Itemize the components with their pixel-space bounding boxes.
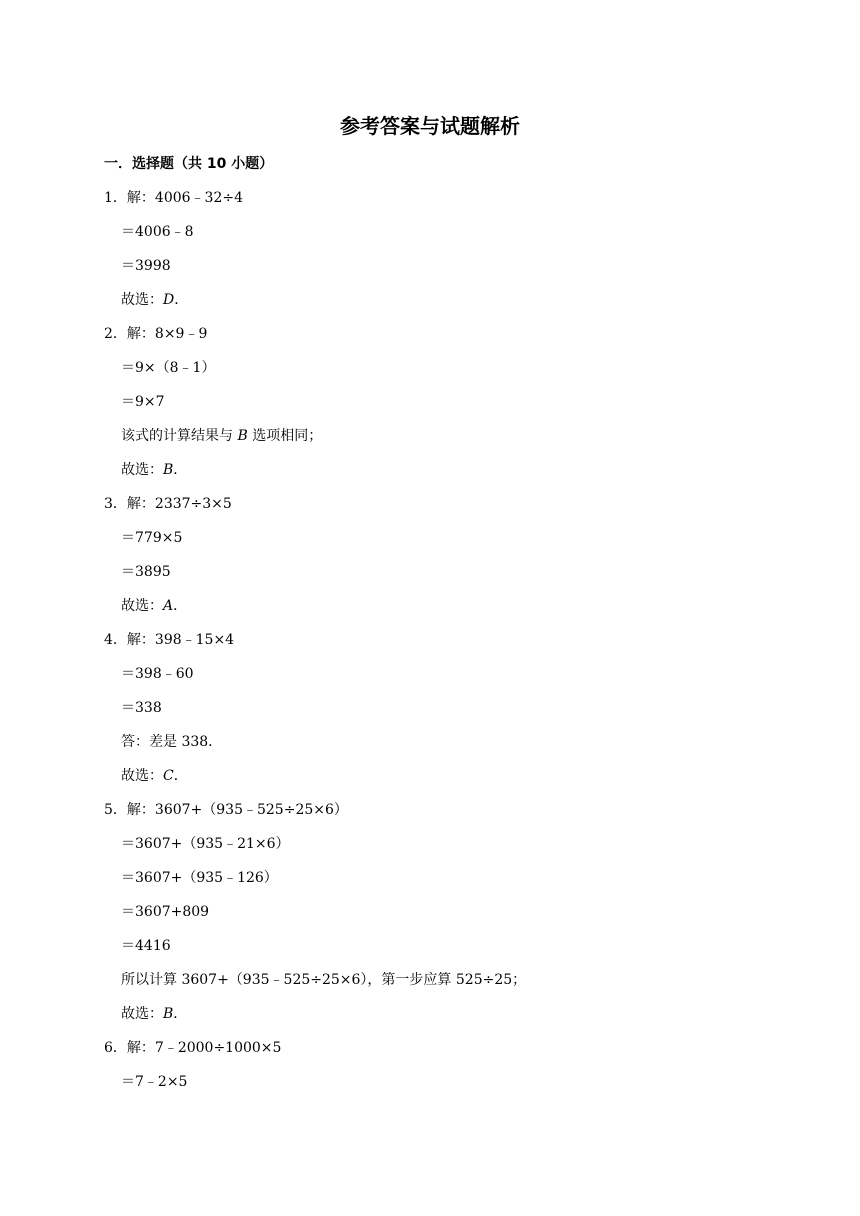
answer-2-note: 该式的计算结果与 B 选项相同； (121, 428, 323, 444)
answer-1-line-1: 1．解：4006﹣32÷4 (104, 190, 243, 206)
answer-4-line-3: ＝338 (121, 700, 162, 716)
answer-5-note: 所以计算 3607+（935﹣525÷25×6），第一步应算 525÷25； (121, 972, 527, 988)
answer-3-line-3: ＝3895 (121, 564, 171, 580)
answer-1-choice: 故选：D． (121, 292, 189, 308)
answer-2-line-1: 2．解：8×9﹣9 (104, 326, 208, 342)
answer-6-line-2: ＝7﹣2×5 (121, 1074, 188, 1090)
answer-2-line-3: ＝9×7 (121, 394, 165, 410)
answer-5-line-3: ＝3607+（935﹣126） (121, 870, 278, 886)
answer-5-line-5: ＝4416 (121, 938, 171, 954)
answer-5-line-1: 5．解：3607+（935﹣525÷25×6） (104, 802, 348, 818)
page-title: 参考答案与试题解析 (340, 114, 520, 138)
answer-1-line-3: ＝3998 (121, 258, 171, 274)
answer-2-line-2: ＝9×（8﹣1） (121, 360, 216, 376)
answer-4-choice: 故选：C． (121, 768, 188, 784)
answer-5-choice: 故选：B． (121, 1006, 188, 1022)
answer-4-line-2: ＝398﹣60 (121, 666, 194, 682)
answer-2-choice: 故选：B． (121, 462, 188, 478)
answer-1-line-2: ＝4006﹣8 (121, 224, 194, 240)
answer-6-line-1: 6．解：7﹣2000÷1000×5 (104, 1040, 282, 1056)
answer-3-choice: 故选：A． (121, 598, 188, 614)
answer-3-line-2: ＝779×5 (121, 530, 183, 546)
answer-4-statement: 答：差是 338． (121, 734, 223, 750)
answer-5-line-4: ＝3607+809 (121, 904, 210, 920)
section-heading: 一．选择题（共 10 小题） (104, 156, 274, 172)
answer-5-line-2: ＝3607+（935﹣21×6） (121, 836, 290, 852)
answer-4-line-1: 4．解：398﹣15×4 (104, 632, 235, 648)
answer-3-line-1: 3．解：2337÷3×5 (104, 496, 232, 512)
